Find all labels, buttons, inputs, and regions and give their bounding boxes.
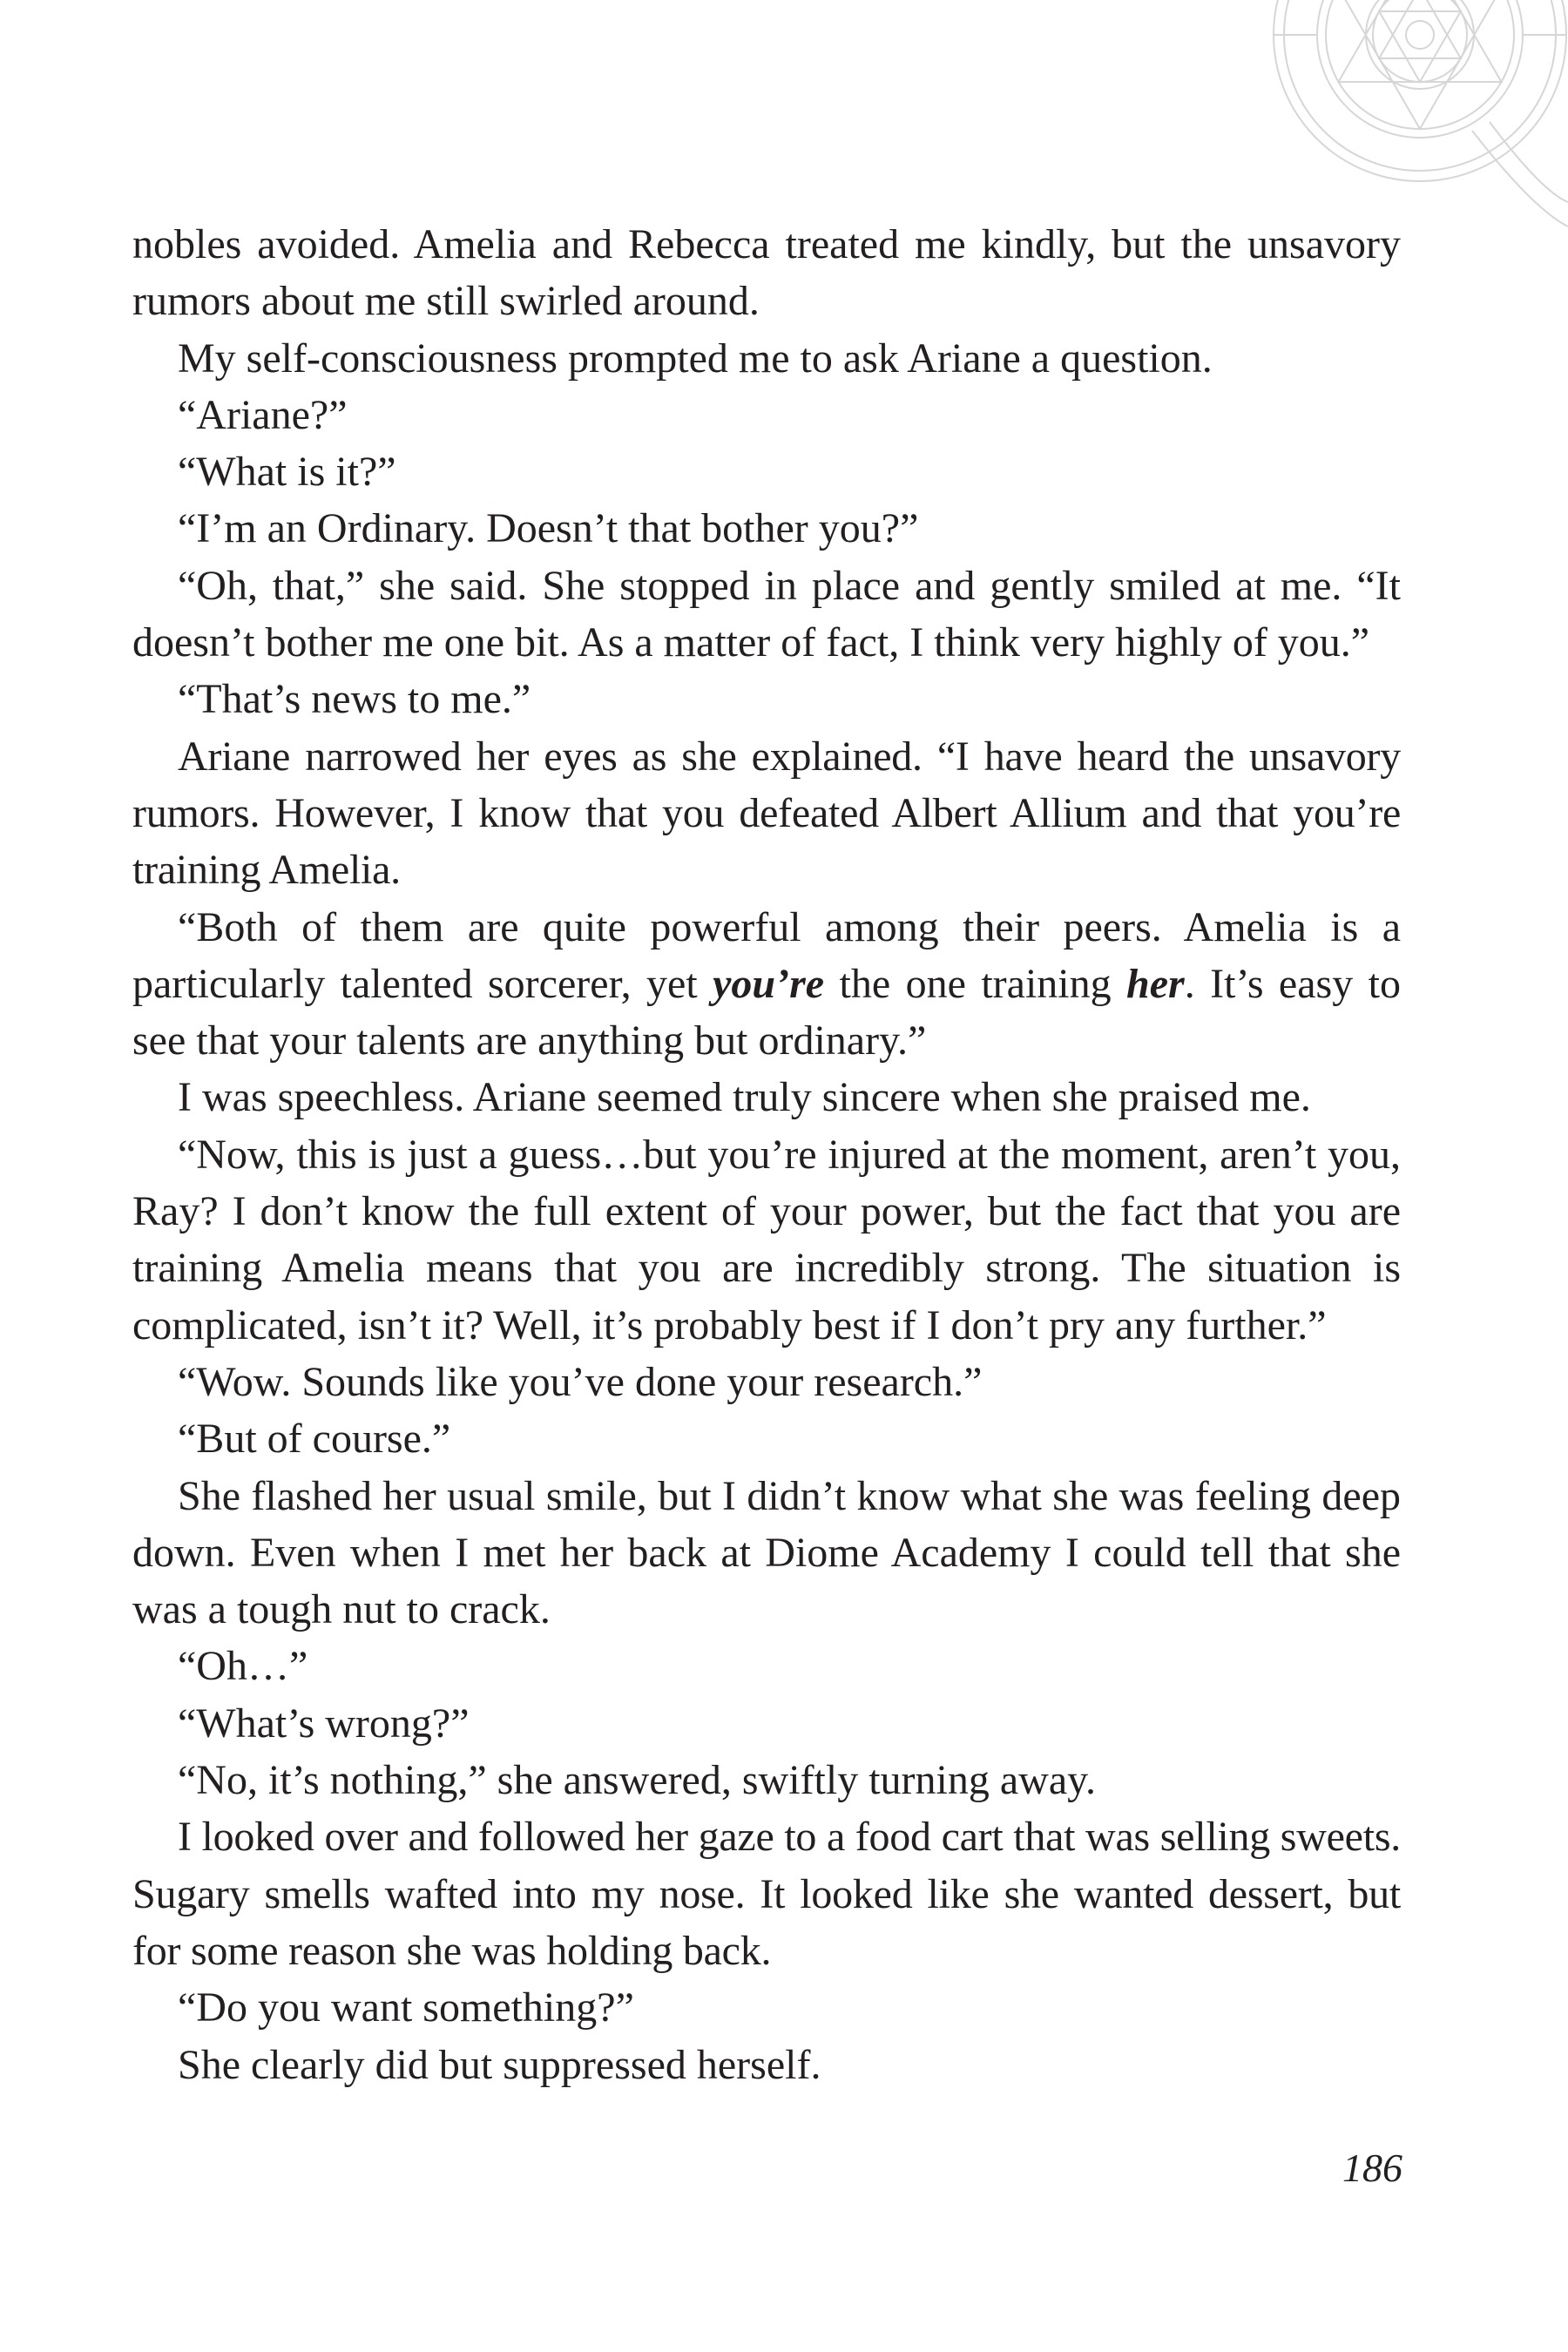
paragraph: She clearly did but suppressed herself.: [178, 2041, 821, 2088]
paragraph-segment: “Both of them are quite powerful among their peers. Amelia is a particularly talented sorcerer, yet: [132, 903, 1401, 1007]
emphasis-text: her: [1126, 960, 1185, 1007]
paragraph: “Wow. Sounds like you’ve done your research.”: [178, 1358, 983, 1405]
paragraph: “Ariane?”: [178, 391, 348, 438]
body-text: [132, 216, 1401, 2093]
paragraph: I was speechless. Ariane seemed truly sincere when she praised me.: [178, 1074, 1311, 1121]
paragraph: I looked over and followed her gaze to a food cart that was selling sweets. Sugary smells wafted into my nose. It looked like she wanted dessert, but for some reason she was holding back.: [132, 1814, 1401, 1974]
paragraph: “What’s wrong?”: [178, 1700, 470, 1747]
paragraph: “That’s news to me.”: [178, 676, 531, 723]
paragraph: nobles avoided. Amelia and Rebecca treated me kindly, but the unsavory rumors about me still swirled around.: [132, 221, 1401, 325]
paragraph-segment: the one training: [824, 960, 1127, 1007]
paragraph: “I’m an Ordinary. Doesn’t that bother you?”: [178, 505, 919, 552]
paragraph: “What is it?”: [178, 449, 396, 496]
paragraph: “Do you want something?”: [178, 1984, 634, 2031]
paragraph: “No, it’s nothing,” she answered, swiftly turning away.: [178, 1757, 1097, 1804]
paragraph: She flashed her usual smile, but I didn’t know what she was feeling deep down. Even when I met her back at Diome Academy I could tell that she was a tough nut to crack.: [132, 1472, 1401, 1633]
paragraph: “Oh…”: [178, 1643, 308, 1690]
paragraph-segment: . It’s easy to see that your talents are anything but ordinary.”: [132, 960, 1401, 1064]
paragraph: Ariane narrowed her eyes as she explained. “I have heard the unsavory rumors. However, I know that you defeated Albert Allium and that you’re training Amelia.: [132, 733, 1401, 894]
page-number: 186: [1342, 2146, 1402, 2190]
paragraph: “Now, this is just a guess…but you’re injured at the moment, aren’t you, Ray? I don’t know the full extent of your power, but the fact that you are training Amelia means that you are incredibly strong. The situation is complicated, isn’t it? Well, it’s probably best if I don’t pry any further.”: [132, 1131, 1401, 1348]
paragraph: “But of course.”: [178, 1416, 451, 1463]
magic-circle-ornament-icon: [1272, 0, 1568, 253]
paragraph: My self-consciousness prompted me to ask Ariane a question.: [178, 335, 1213, 382]
paragraph: [132, 899, 1401, 1070]
paragraph: “Oh, that,” she said. She stopped in place and gently smiled at me. “It doesn’t bother me one bit. As a matter of fact, I think very highly of you.”: [132, 562, 1401, 666]
emphasis-text: you’re: [713, 960, 825, 1007]
